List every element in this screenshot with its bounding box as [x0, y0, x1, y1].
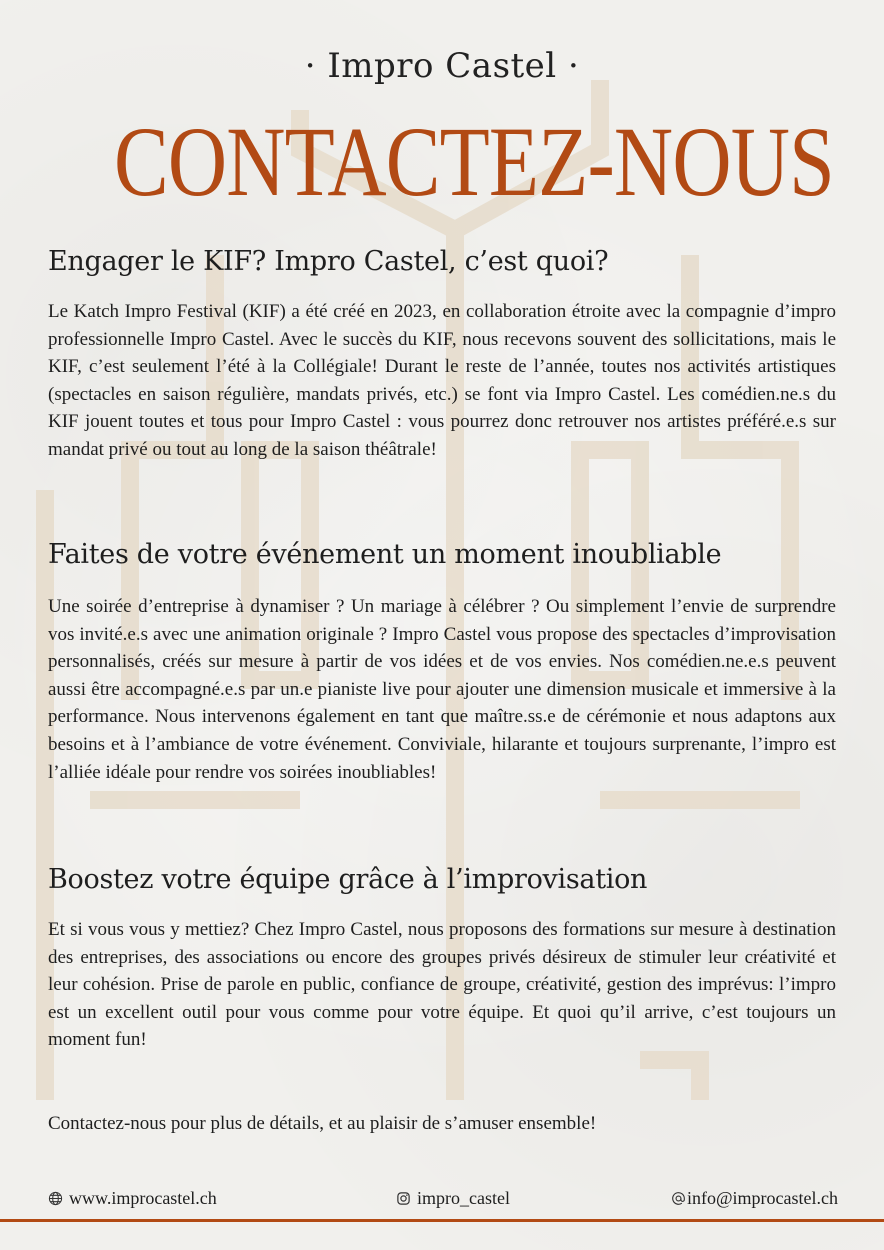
website-link[interactable]: [48, 1188, 217, 1209]
page-title: CONTACTEZ-NOUS: [114, 106, 834, 217]
email-link[interactable]: [671, 1188, 838, 1209]
brand-name: · Impro Castel ·: [304, 46, 580, 86]
footer: [48, 1188, 838, 1214]
instagram-text: impro_castel: [417, 1188, 510, 1208]
website-text: www.improcastel.ch: [69, 1188, 217, 1208]
section-body-events: Une soirée d’entreprise à dynamiser ? Un mariage à célébrer ? Ou simplement l’envie de surprendre vos invité.e.s avec une animation originale ? Impro Castel vous propose des spectacles d’improvisation personnalisés, créés sur mesure à partir de vos idées et de vos envies. Nos comédien.ne.e.s peuvent aussi être accompagné.e.s par un.e pianiste live pour ajouter une dimension musicale et immersive à la performance. Nous intervenons également en tant que maître.ss.e de cérémonie et nous adaptons aux besoins et à l’ambiance de votre événement. Conviviale, hilarante et toujours surprenante, l’impro est l’alliée idéale pour rendre vos soirées inoubliables!: [48, 596, 836, 783]
at-icon: [671, 1191, 686, 1206]
closing-text: Contactez-nous pour plus de détails, et au plaisir de s’amuser ensemble!: [48, 1113, 597, 1134]
section-heading-team: Boostez votre équipe grâce à l’improvisation: [48, 864, 648, 895]
section-heading-about: Engager le KIF? Impro Castel, c’est quoi?: [48, 246, 609, 277]
footer-rule: [0, 1219, 884, 1222]
instagram-link[interactable]: [396, 1188, 510, 1209]
instagram-icon: [396, 1191, 411, 1206]
section-body-team: Et si vous vous y mettiez? Chez Impro Castel, nous proposons des formations sur mesure à destination des entreprises, des associations ou encore des groupes privés désireux de stimuler leur créativité et leur cohésion. Prise de parole en public, confiance de groupe, créativité, gestion des imprévus: l’impro est un excellent outil pour vous comme pour votre équipe. Et quoi qu’il arrive, c’est toujours un moment fun!: [48, 919, 836, 1051]
globe-icon: [48, 1191, 63, 1206]
section-heading-events: Faites de votre événement un moment inoubliable: [48, 539, 722, 570]
section-body-about: Le Katch Impro Festival (KIF) a été créé en 2023, en collaboration étroite avec la compagnie d’impro professionnelle Impro Castel. Avec le succès du KIF, nous recevons souvent des sollicitations, mais le KIF, c’est seulement l’été à la Collégiale! Durant le reste de l’année, toutes nos activités artistiques (spectacles en saison régulière, mandats privés, etc.) se font via Impro Castel. Les comédien.ne.s du KIF jouent toutes et tous pour Impro Castel : vous pourrez donc retrouver nos artistes préféré.e.s sur mandat privé ou tout au long de la saison théâtrale!: [48, 301, 836, 460]
email-text: info@improcastel.ch: [686, 1188, 838, 1208]
